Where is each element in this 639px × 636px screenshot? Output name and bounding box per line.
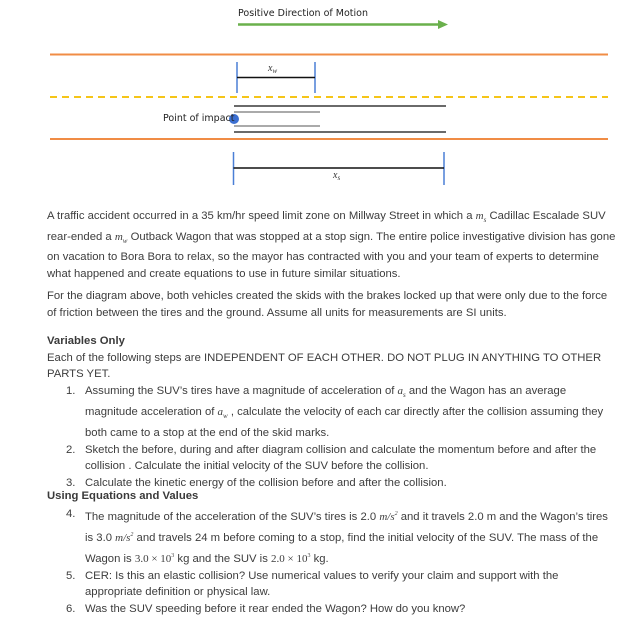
variables-section bbox=[47, 333, 617, 491]
collision-diagram bbox=[0, 0, 639, 200]
direction-arrow-icon bbox=[238, 20, 448, 29]
question-5: 5. CER: Is this an elastic collision? Use numerical values to verify your claim and support with the appropriate definition or physical law. bbox=[66, 569, 559, 598]
variables-instructions: Each of the following steps are INDEPENDENT OF EACH OTHER. DO NOT PLUG IN ANYTHING TO OTHER PARTS YET. bbox=[47, 351, 602, 380]
variables-question-list bbox=[47, 383, 617, 492]
question-1: 1. Assuming the SUV’s tires have a magnitude of acceleration of $a_s$ and the Wagon has an average magnitude acceleration of $a_w$ , calculate the velocity of each car directly after the collision assuming they both came to a stop at the end of the skid marks. bbox=[66, 384, 604, 439]
suv-distance-label: $x_s$ bbox=[333, 170, 341, 182]
impact-label: Point of impact bbox=[163, 113, 235, 124]
assumptions-paragraph: For the diagram above, both vehicles created the skids with the brakes locked up that were only due to the force of friction between the tires and the ground. Assume all units for measurements are SI units. bbox=[47, 290, 608, 319]
intro-paragraph: A traffic accident occurred in a 35 km/hr speed limit zone on Millway Street in which a $m_s$ Cadillac Escalade SUV rear-ended a $m_w$ Outback Wagon that was stopped at a stop sign. The entire police investigative division has gone on vacation to Bora Bora to relax, so the mayor has contracted with you and your team of experts to determine what happened and create equations to use in future similar situations. bbox=[47, 210, 616, 280]
values-section bbox=[47, 488, 617, 617]
direction-label: Positive Direction of Motion bbox=[238, 8, 368, 19]
values-question-list bbox=[47, 505, 617, 618]
question-4: 4. The magnitude of the acceleration of the SUV’s tires is 2.0 $m/s^2$ and it travels 2.0 m and the Wagon’s tires is 3.0 $m/s^2$ and travels 24 m before coming to a stop, find the initial velocity of the SUV. The mass of the Wagon is $3.0 \times 10^3$ kg and the SUV is $2.0 \times 10^3$ kg. bbox=[66, 507, 608, 565]
question-6: 6. Was the SUV speeding before it rear ended the Wagon? How do you know? bbox=[66, 602, 466, 615]
road-diagram-graphic bbox=[0, 0, 639, 200]
values-heading: Using Equations and Values bbox=[47, 490, 199, 502]
question-3: 3. Calculate the kinetic energy of the collision before and after the collision. bbox=[66, 476, 447, 489]
skid-marks bbox=[234, 106, 446, 132]
question-2: 2. Sketch the before, during and after diagram collision and calculate the momentum before and after the collision . Calculate the initial velocity of the SUV before the collision. bbox=[66, 443, 597, 473]
variables-heading: Variables Only bbox=[47, 335, 125, 347]
wagon-distance-label: $x_w$ bbox=[268, 63, 278, 75]
